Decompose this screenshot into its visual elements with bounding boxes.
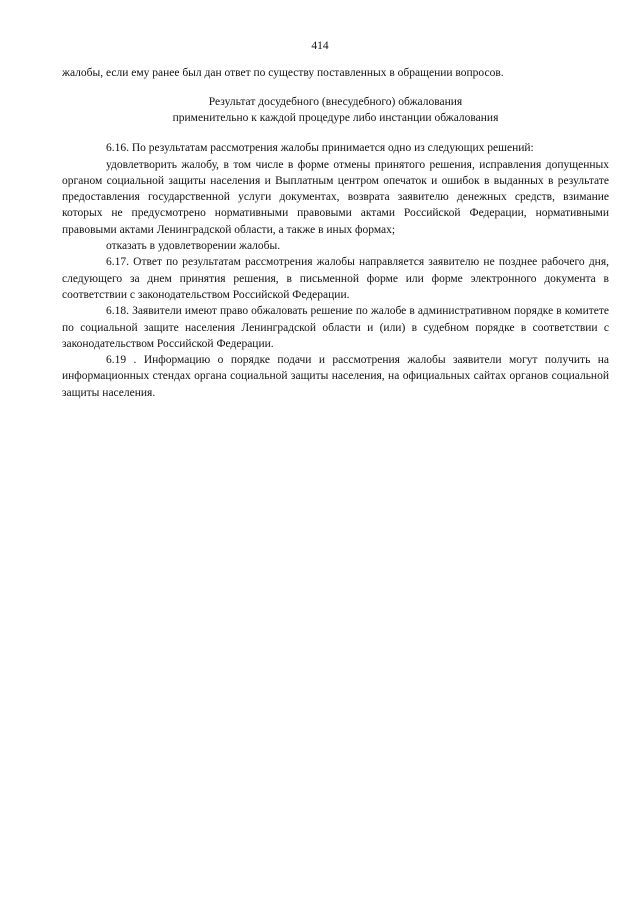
paragraph-6-18: 6.18. Заявители имеют право обжаловать решение по жалобе в административном порядке в комитете по социальной защите населения Ленинградской области и (или) в судебном порядке в соответствии с законодательством Российской Федерации. [62,305,609,350]
paragraph-6-17: 6.17. Ответ по результатам рассмотрения жалобы направляется заявителю не позднее рабочего дня, следующего за днем принятия решения, в письменной форме или форме электронного документа в соответствии с законодательством Российской Федерации. [62,256,609,301]
paragraph-6-19: 6.19 . Информацию о порядке подачи и рассмотрения жалобы заявители могут получить на информационных стендах органа социальной защиты населения, на официальных сайтах органов социальной защиты населения. [62,354,609,399]
intro-line: жалобы, если ему ранее был дан ответ по существу поставленных в обращении вопросов. [62,67,504,79]
document-body [62,65,609,401]
paragraph-6-16-option-b: отказать в удовлетворении жалобы. [106,240,281,253]
paragraph-6-16-option-a: удовлетворить жалобу, в том числе в форме отмены принятого решения, исправления допущенных органом социальной защиты населения и Выплатным центром опечаток и ошибок в выданных в результате предоставления государственной услуги документах, возврата заявителю денежных средств, взимание которых не предусмотрено нормативными правовыми актами Российской Федерации, нормативными правовыми актами Ленинградской области, а также в иных формах; [62,158,609,236]
heading-line-1: Результат досудебного (внесудебного) обжалования [208,96,463,109]
heading-line-2: применительно к каждой процедуре либо инстанции обжалования [172,112,499,125]
page-number: 414 [311,40,329,52]
section-heading [62,94,609,126]
paragraph-6-16: 6.16. По результатам рассмотрения жалобы принимается одно из следующих решений: [106,142,534,155]
